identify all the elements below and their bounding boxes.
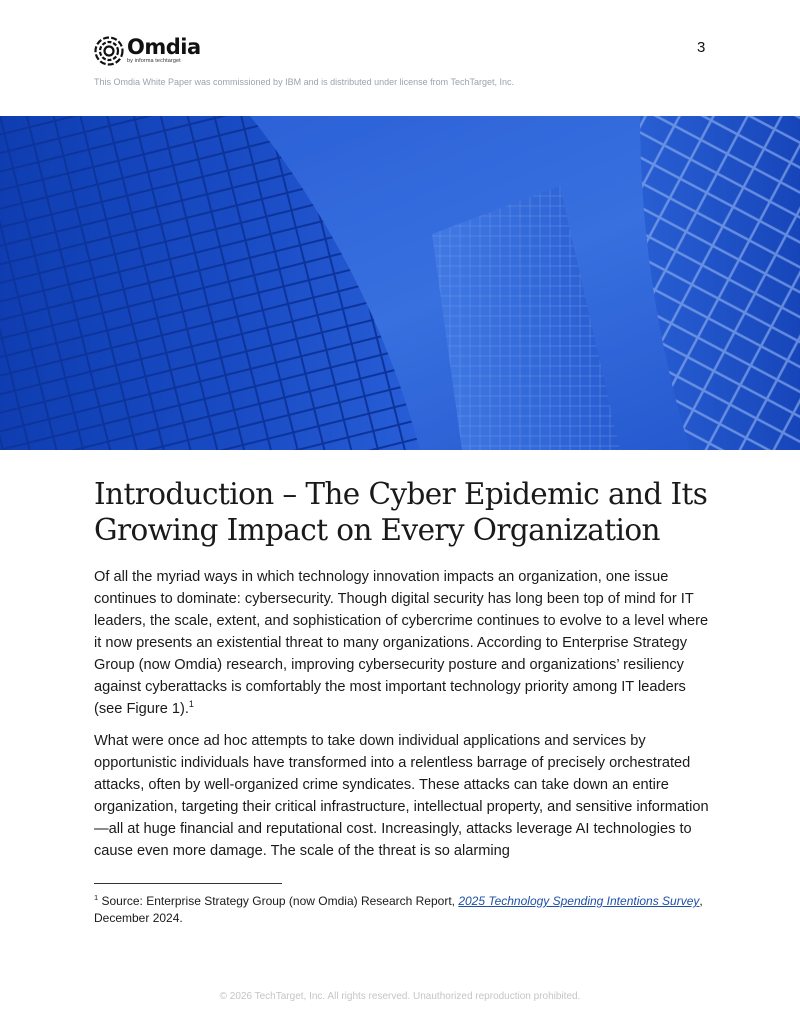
footnote [94,893,714,927]
omdia-logo [94,36,201,66]
license-disclaimer: This Omdia White Paper was commissioned by IBM and is distributed under license from TechTarget, Inc. [94,77,515,87]
footnote-source-text: Source: Enterprise Strategy Group (now Omdia) Research Report, [98,894,459,908]
paragraph-2: What were once ad hoc attempts to take down individual applications and services by opportunistic individuals have transformed into a relentless barrage of precisely orchestrated attacks, often by well-organized crime syndicates. These attacks can take down an entire organization, targeting their critical infrastructure, intellectual property, and sensitive information—all at huge financial and reputational cost. Increasingly, attacks leverage AI technologies to cause even more damage. The scale of the threat is so alarming [94,733,709,859]
article-body [94,566,714,872]
hero-image [0,116,800,450]
page-title: Introduction – The Cyber Epidemic and Its Growing Impact on Every Organization [94,477,708,547]
paragraph-1-text: Of all the myriad ways in which technology innovation impacts an organization, one issue continues to dominate: cybersecurity. Though digital security has long been top of mind for IT leaders, the scale, extent, and sophistication of cybercrime continues to evolve to a level where it now presents an existential threat to many organizations. According to Enterprise Strategy Group (now Omdia) research, improving cybersecurity posture and organizations’ resiliency against cyberattacks is comfortably the most important technology priority among IT leaders (see Figure 1). [94,569,709,717]
survey-report-link[interactable]: 2025 Technology Spending Intentions Survey [458,894,700,908]
copyright-notice: © 2026 TechTarget, Inc. All rights reserved. Unauthorized reproduction prohibited. [219,991,581,1002]
paragraph-1 [94,566,714,720]
skyscraper-illustration [0,116,800,450]
omdia-logo-icon [94,36,124,66]
logo-wordmark: Omdia [127,35,201,60]
footnote-date-text: , December 2024. [94,894,703,925]
logo-tagline: by informa techtarget [127,58,181,65]
page-number: 3 [697,39,706,56]
footnote-divider [94,883,282,884]
footnote-reference[interactable]: 1 [188,699,194,710]
footnote-number: 1 [94,893,99,902]
